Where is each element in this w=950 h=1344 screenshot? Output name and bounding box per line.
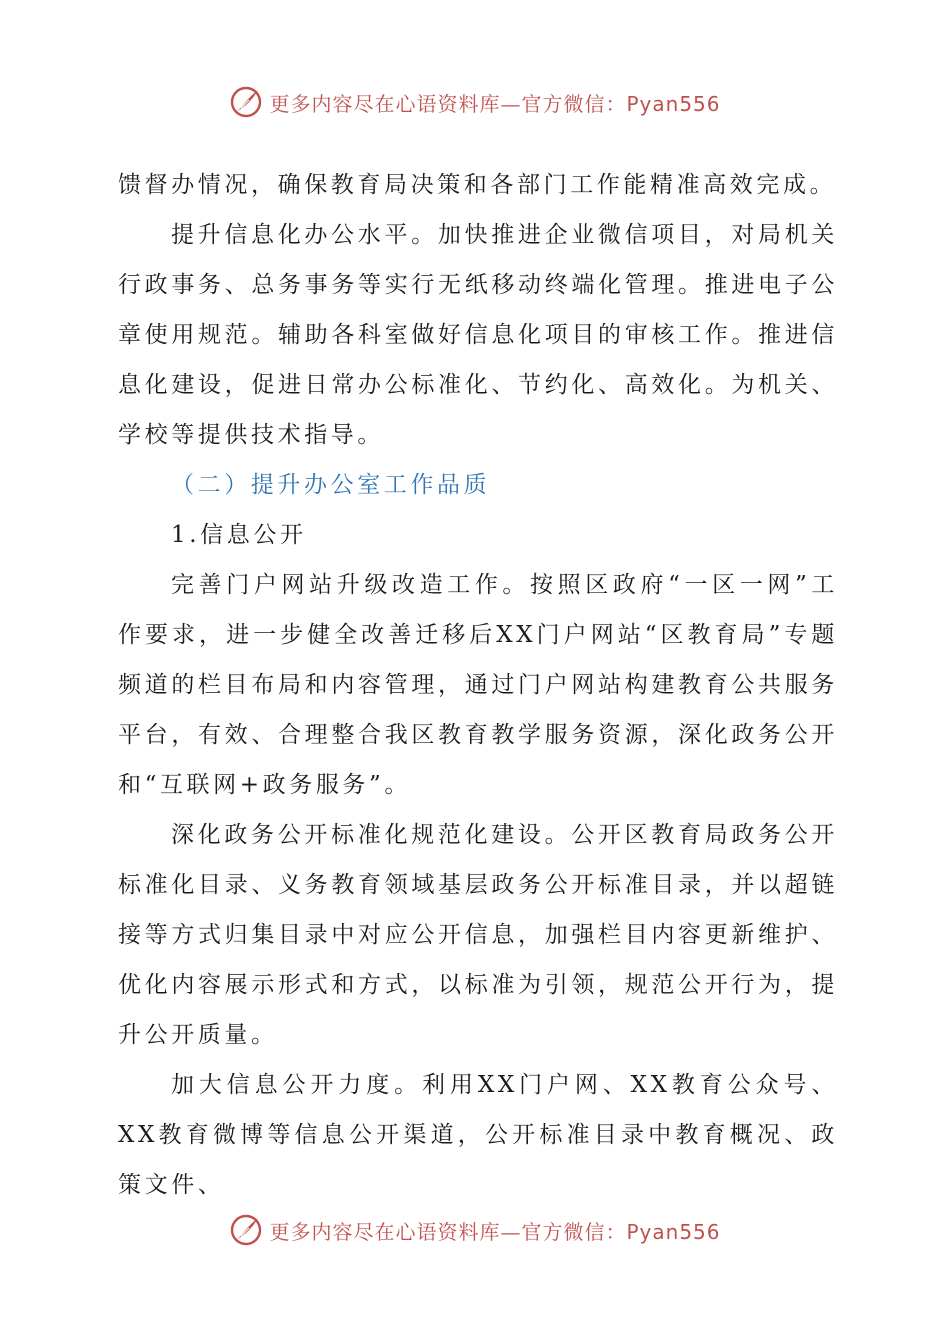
header-watermark-banner	[0, 82, 950, 122]
paragraph-continuation: 馈督办情况，确保教育局决策和各部门工作能精准高效完成。	[118, 172, 837, 198]
watermark-text: 更多内容尽在心语资料库—官方微信：Pyan556	[269, 91, 721, 116]
feather-pen-logo-icon	[229, 85, 263, 119]
watermark-text: 更多内容尽在心语资料库—官方微信：Pyan556	[269, 1219, 721, 1244]
footer-watermark-banner	[0, 1210, 950, 1250]
paragraph-disclosure-effort: 加大信息公开力度。利用XX门户网、XX教育公众号、XX教育微博等信息公开渠道，公开标准目录中教育概况、政策文件、	[118, 1072, 838, 1198]
wechat-id: Pyan556	[626, 1219, 721, 1244]
section-heading: （二）提升办公室工作品质	[171, 472, 491, 498]
feather-pen-logo-icon	[229, 1213, 263, 1247]
paragraph-portal-upgrade: 完善门户网站升级改造工作。按照区政府“一区一网”工作要求，进一步健全改善迁移后XX门户网站“区教育局”专题频道的栏目布局和内容管理，通过门户网站构建教育公共服务平台，有效、合理整合我区教育教学服务资源，深化政务公开和“互联网+政务服务”。	[118, 572, 838, 798]
paragraph-office-informatization: 提升信息化办公水平。加快推进企业微信项目，对局机关行政事务、总务事务等实行无纸移动终端化管理。推进电子公章使用规范。辅助各科室做好信息化项目的审核工作。推进信息化建设，促进日常办公标准化、节约化、高效化。为机关、学校等提供技术指导。	[118, 222, 838, 448]
paragraph-standardization: 深化政务公开标准化规范化建设。公开区教育局政务公开标准化目录、义务教育领域基层政务公开标准目录，并以超链接等方式归集目录中对应公开信息，加强栏目内容更新维护、优化内容展示形式和方式，以标准为引领，规范公开行为，提升公开质量。	[118, 822, 838, 1048]
wechat-id: Pyan556	[626, 91, 721, 116]
document-body	[118, 160, 838, 1210]
subsection-heading: 1.信息公开	[171, 522, 307, 548]
